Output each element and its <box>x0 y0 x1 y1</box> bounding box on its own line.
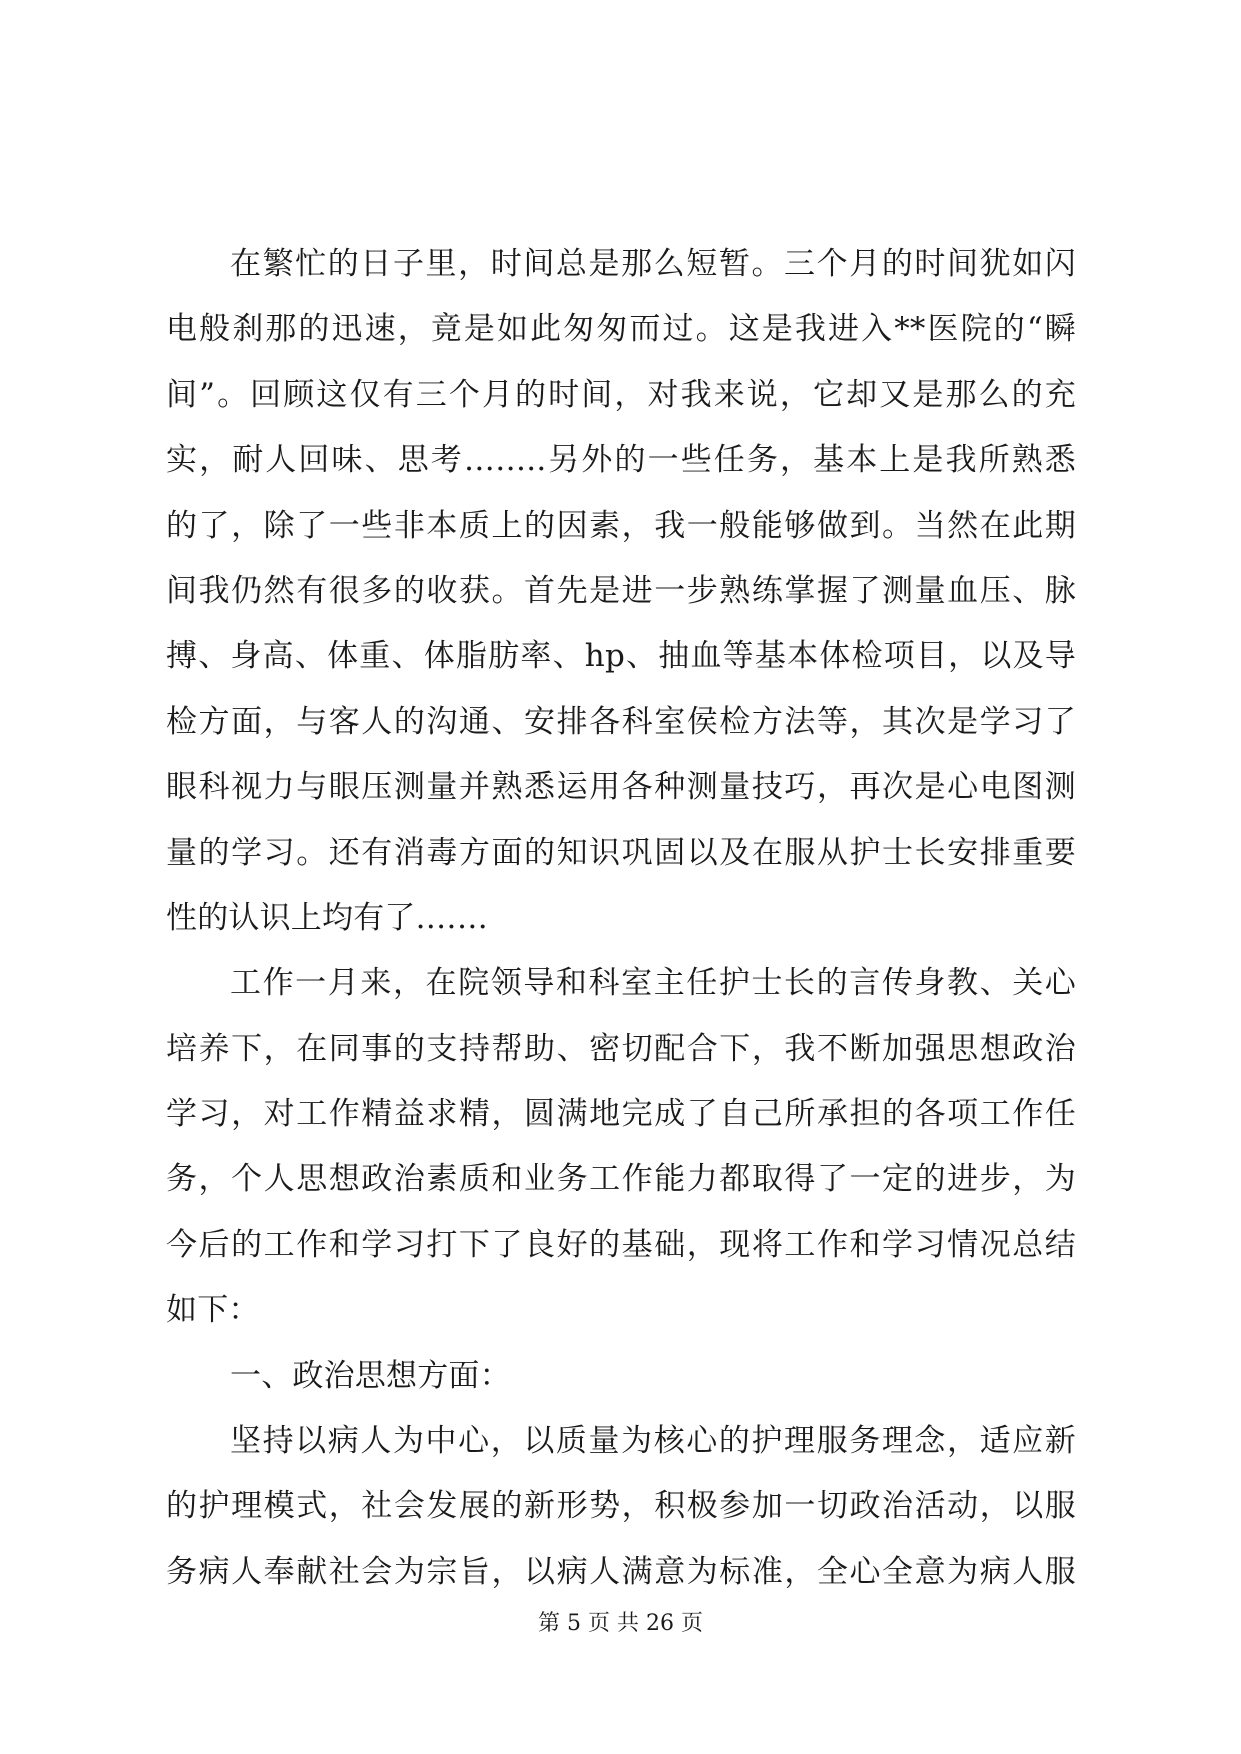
text-line: 实，耐人回味、思考……..另外的一些任务，基本上是我所熟悉 <box>166 442 1076 479</box>
text-line: 培养下，在同事的支持帮助、密切配合下，我不断加强思想政治 <box>166 1030 1076 1067</box>
text-line: 务，个人思想政治素质和业务工作能力都取得了一定的进步，为 <box>166 1161 1076 1198</box>
text-line: 性的认识上均有了.…… <box>166 899 489 936</box>
text-line: 今后的工作和学习打下了良好的基础，现将工作和学习情况总结 <box>166 1226 1076 1263</box>
text-line: 坚持以病人为中心，以质量为核心的护理服务理念，适应新 <box>230 1423 1076 1460</box>
text-line: 工作一月来，在院领导和科室主任护士长的言传身教、关心 <box>230 965 1076 1002</box>
text-line: 的了，除了一些非本质上的因素，我一般能够做到。当然在此期 <box>166 507 1076 544</box>
text-line: 务病人奉献社会为宗旨，以病人满意为标准，全心全意为病人服 <box>166 1553 1076 1590</box>
document-body <box>166 232 1076 1605</box>
text-line: 的护理模式，社会发展的新形势，积极参加一切政治活动，以服 <box>166 1488 1076 1525</box>
text-line: 在繁忙的日子里，时间总是那么短暂。三个月的时间犹如闪 <box>230 246 1076 282</box>
text-line: 间我仍然有很多的收获。首先是进一步熟练掌握了测量血压、脉 <box>166 572 1076 609</box>
text-line: 如下： <box>166 1292 260 1329</box>
text-line: 量的学习。还有消毒方面的知识巩固以及在服从护士长安排重要 <box>166 834 1076 871</box>
text-line: 搏、身高、体重、体脂肪率、hp、抽血等基本体检项目，以及导 <box>166 638 1076 675</box>
text-line: 眼科视力与眼压测量并熟悉运用各种测量技巧，再次是心电图测 <box>166 769 1076 806</box>
page-number-footer: 第 5 页 共 26 页 <box>538 1611 703 1636</box>
text-line: 电般刹那的迅速，竟是如此匆匆而过。这是我进入**医院的“瞬 <box>166 311 1076 348</box>
text-line: 检方面，与客人的沟通、安排各科室侯检方法等，其次是学习了 <box>166 703 1076 740</box>
text-line: 学习，对工作精益求精，圆满地完成了自己所承担的各项工作任 <box>166 1096 1076 1133</box>
text-line: 间”。回顾这仅有三个月的时间，对我来说，它却又是那么的充 <box>166 376 1076 413</box>
section-heading: 一、政治思想方面： <box>230 1357 511 1394</box>
